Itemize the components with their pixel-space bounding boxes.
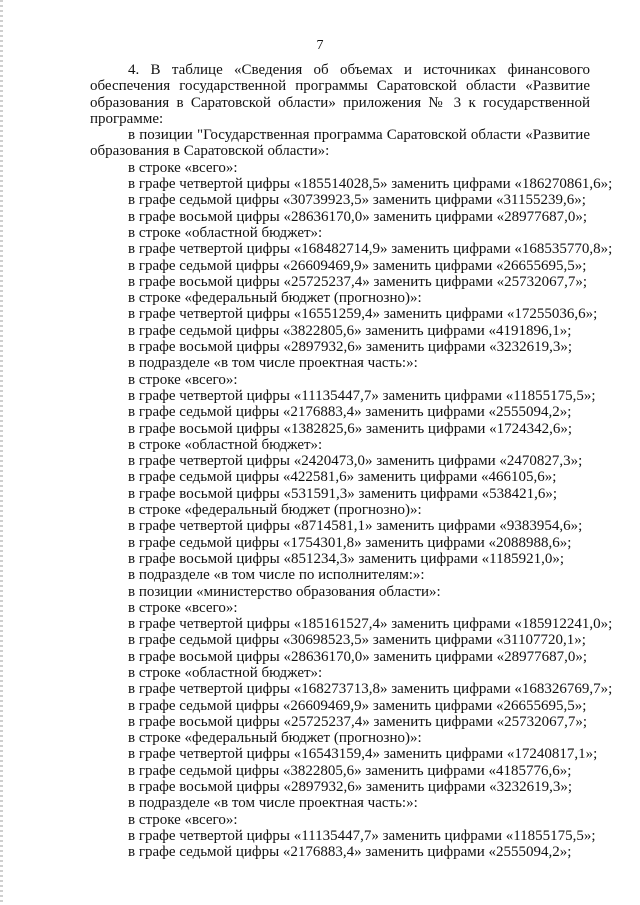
amendment-line: в подразделе «в том числе по исполнителям:»: — [128, 567, 425, 584]
amendment-line: в графе седьмой цифры «2176883,4» заменить цифрами «2555094,2»; — [128, 404, 572, 421]
position-paragraph: в позиции "Государственная программа Саратовской области «Развитие образования в Саратовской области»: — [90, 127, 590, 160]
amendment-line: в графе седьмой цифры «422581,6» заменить цифрами «466105,6»; — [128, 469, 557, 486]
amendment-line: в графе четвертой цифры «11135447,7» заменить цифрами «11855175,5»; — [128, 827, 596, 844]
amendment-line: в строке «всего»: — [128, 599, 238, 616]
scan-left-edge — [0, 0, 3, 905]
amendment-line: в строке «всего»: — [128, 159, 238, 176]
amendment-line: в графе четвертой цифры «2420473,0» заменить цифрами «2470827,3»; — [128, 453, 583, 470]
amendment-line: в графе восьмой цифры «2897932,6» заменить цифрами «3232619,3»; — [128, 339, 573, 356]
amendment-line: в подразделе «в том числе проектная часть:»: — [128, 795, 418, 812]
amendment-line: в строке «федеральный бюджет (прогнозно)»: — [128, 290, 422, 307]
amendment-line: в графе четвертой цифры «185161527,4» заменить цифрами «185912241,0»; — [128, 616, 613, 633]
amendment-line: в строке «областной бюджет»: — [128, 436, 323, 453]
amendment-line: в графе четвертой цифры «168273713,8» заменить цифрами «168326769,7»; — [128, 681, 613, 698]
amendment-line: в графе восьмой цифры «25725237,4» заменить цифрами «25732067,7»; — [128, 713, 588, 730]
amendment-line: в строке «областной бюджет»: — [128, 664, 323, 681]
amendment-line: в графе четвертой цифры «185514028,5» заменить цифрами «186270861,6»; — [128, 176, 613, 193]
amendment-line: в графе восьмой цифры «2897932,6» заменить цифрами «3232619,3»; — [128, 779, 573, 796]
amendment-line: в графе восьмой цифры «851234,3» заменить цифрами «1185921,0»; — [128, 550, 564, 567]
amendment-line: в графе восьмой цифры «1382825,6» заменить цифрами «1724342,6»; — [128, 420, 573, 437]
amendment-line: в графе седьмой цифры «26609469,9» заменить цифрами «26655695,5»; — [128, 257, 587, 274]
amendment-lines — [90, 159, 613, 861]
amendment-line: в графе седьмой цифры «30739923,5» заменить цифрами «31155239,6»; — [128, 192, 586, 209]
amendment-line: в позиции «министерство образования области»: — [128, 583, 441, 600]
amendment-line: в графе седьмой цифры «30698523,5» заменить цифрами «31107720,1»; — [128, 632, 586, 649]
document-body — [90, 62, 613, 861]
amendment-line: в строке «федеральный бюджет (прогнозно)»: — [128, 502, 422, 519]
amendment-line: в графе четвертой цифры «16551259,4» заменить цифрами «17255036,6»; — [128, 306, 598, 323]
amendment-line: в графе четвертой цифры «168482714,9» заменить цифрами «168535770,8»; — [128, 241, 613, 258]
amendment-line: в графе восьмой цифры «25725237,4» заменить цифрами «25732067,7»; — [128, 273, 588, 290]
amendment-line: в строке «федеральный бюджет (прогнозно)»: — [128, 730, 422, 747]
amendment-line: в подразделе «в том числе проектная часть:»: — [128, 355, 418, 372]
page-number: 7 — [316, 38, 324, 53]
amendment-line: в графе седьмой цифры «3822805,6» заменить цифрами «4185776,6»; — [128, 762, 572, 779]
amendment-line: в графе восьмой цифры «28636170,0» заменить цифрами «28977687,0»; — [128, 648, 588, 665]
amendment-line: в графе четвертой цифры «8714581,1» заменить цифрами «9383954,6»; — [128, 518, 583, 535]
amendment-line: в графе восьмой цифры «28636170,0» заменить цифрами «28977687,0»; — [128, 208, 588, 225]
amendment-line: в строке «всего»: — [128, 811, 238, 828]
amendment-line: в графе четвертой цифры «16543159,4» заменить цифрами «17240817,1»; — [128, 746, 598, 763]
amendment-line: в графе седьмой цифры «2176883,4» заменить цифрами «2555094,2»; — [128, 844, 572, 861]
amendment-line: в графе седьмой цифры «26609469,9» заменить цифрами «26655695,5»; — [128, 697, 587, 714]
amendment-line: в графе седьмой цифры «1754301,8» заменить цифрами «2088988,6»; — [128, 534, 572, 551]
amendment-line: в графе четвертой цифры «11135447,7» заменить цифрами «11855175,5»; — [128, 387, 596, 404]
amendment-line: в строке «всего»: — [128, 371, 238, 388]
amendment-line: в строке «областной бюджет»: — [128, 224, 323, 241]
intro-paragraph: 4. В таблице «Сведения об объемах и источниках финансового обеспечения государственной программы Саратовской области «Развитие образования в Саратовской области» приложения № 3 к государственной программе: — [90, 62, 590, 127]
amendment-line: в графе седьмой цифры «3822805,6» заменить цифрами «4191896,1»; — [128, 322, 572, 339]
amendment-line: в графе восьмой цифры «531591,3» заменить цифрами «538421,6»; — [128, 485, 558, 502]
